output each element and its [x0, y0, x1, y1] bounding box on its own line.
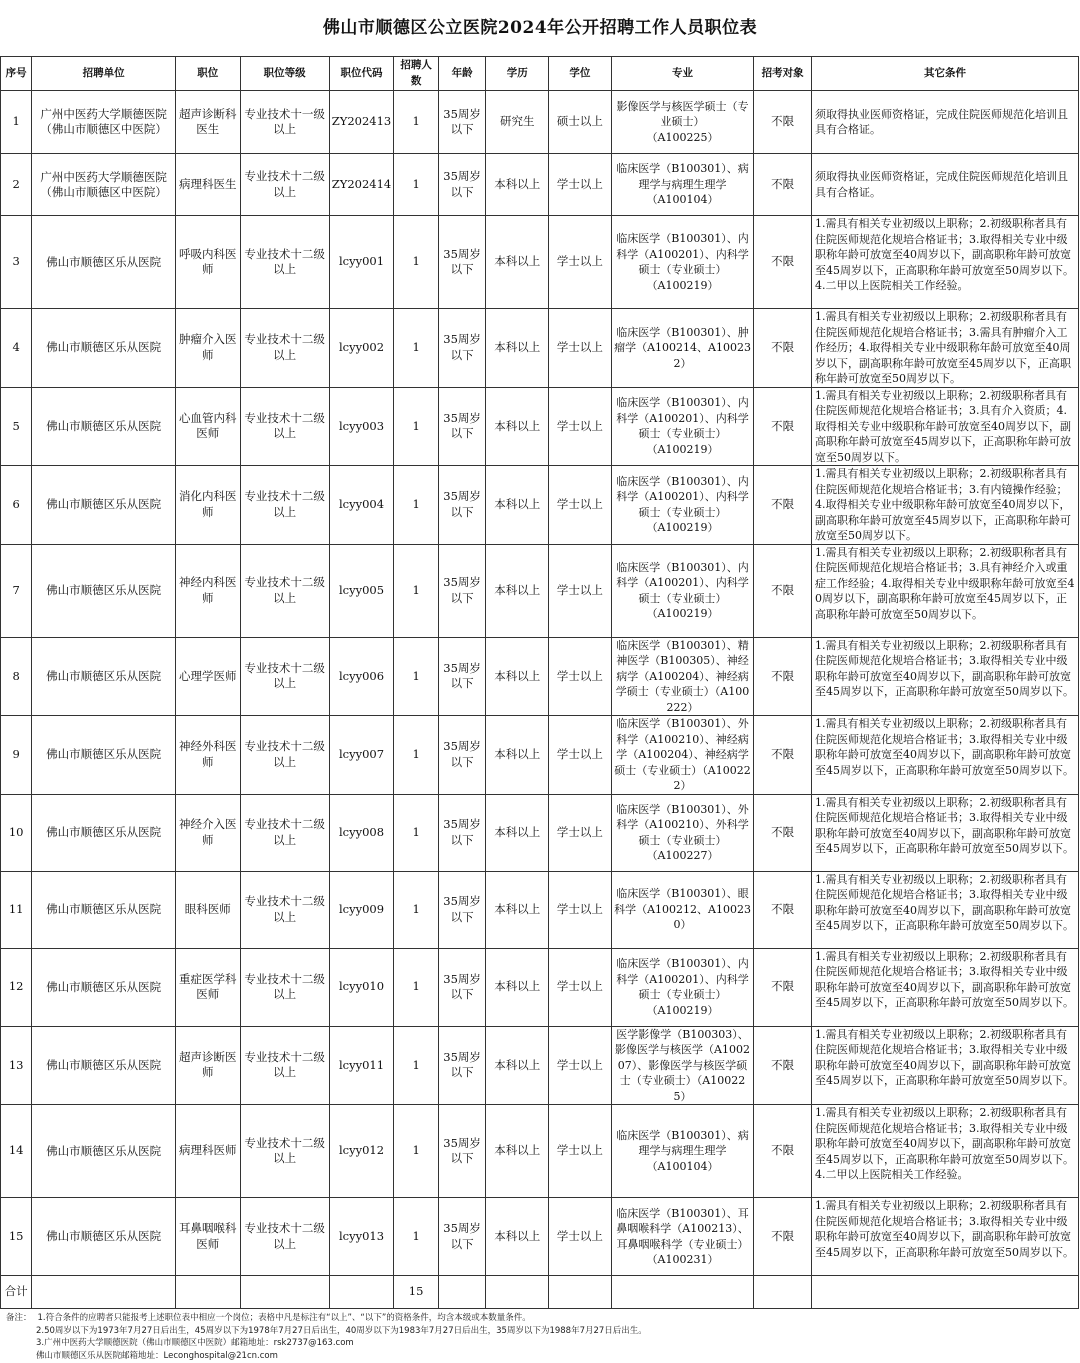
row-number: 2 [1, 154, 32, 216]
applicant-scope: 不限 [754, 216, 812, 309]
empty-cell [240, 1276, 329, 1309]
applicant-scope: 不限 [754, 154, 812, 216]
row-number: 6 [1, 466, 32, 545]
position: 神经外科医师 [175, 716, 240, 795]
row-number: 12 [1, 948, 32, 1026]
position-level: 专业技术十二级以上 [240, 309, 329, 388]
row-number: 15 [1, 1198, 32, 1276]
applicant-scope: 不限 [754, 637, 812, 716]
age-limit: 35周岁以下 [438, 544, 486, 637]
age-limit: 35周岁以下 [438, 1026, 486, 1105]
table-row [1, 387, 1079, 466]
header-cell: 其它条件 [811, 57, 1078, 91]
position: 心血管内科医师 [175, 387, 240, 466]
position: 神经介入医师 [175, 794, 240, 871]
recruiting-unit: 佛山市顺德区乐从医院 [32, 637, 176, 716]
row-number: 10 [1, 794, 32, 871]
major: 临床医学（B100301）、眼科学（A100212、A100230） [611, 871, 754, 948]
position: 眼科医师 [175, 871, 240, 948]
other-conditions: 须取得执业医师资格证，完成住院医师规范化培训且具有合格证。 [811, 154, 1078, 216]
row-number: 7 [1, 544, 32, 637]
age-limit: 35周岁以下 [438, 794, 486, 871]
education: 本科以上 [486, 716, 549, 795]
applicant-scope: 不限 [754, 871, 812, 948]
age-limit: 35周岁以下 [438, 637, 486, 716]
major: 临床医学（B100301）、肿瘤学（A100214、A100232） [611, 309, 754, 388]
table-row [1, 544, 1079, 637]
degree: 学士以上 [549, 871, 612, 948]
degree: 硕士以上 [549, 91, 612, 154]
recruiting-unit: 佛山市顺德区乐从医院 [32, 794, 176, 871]
recruiting-unit: 佛山市顺德区乐从医院 [32, 871, 176, 948]
age-limit: 35周岁以下 [438, 154, 486, 216]
other-conditions: 1.需具有相关专业初级以上职称；2.初级职称者具有住院医师规范化规培合格证书；3.取得相关专业中级职称年龄可放宽至40周岁以下，副高职称年龄可放宽至45周岁以下，正高职称年龄可放宽至50周岁以下。 [811, 1026, 1078, 1105]
applicant-scope: 不限 [754, 1105, 812, 1198]
page-title: 佛山市顺德区公立医院2024年公开招聘工作人员职位表 [322, 18, 758, 38]
recruit-count: 1 [394, 716, 438, 795]
other-conditions: 1.需具有相关专业初级以上职称；2.初级职称者具有住院医师规范化规培合格证书；3.取得相关专业中级职称年龄可放宽至40周岁以下，副高职称年龄可放宽至45周岁以下，正高职称年龄可放宽至50周岁以下。 [811, 794, 1078, 871]
position-code: lcyy002 [329, 309, 394, 388]
table-row [1, 948, 1079, 1026]
education: 本科以上 [486, 309, 549, 388]
position-level: 专业技术十二级以上 [240, 871, 329, 948]
row-number: 5 [1, 387, 32, 466]
table-row [1, 637, 1079, 716]
table-row [1, 216, 1079, 309]
position-code: lcyy006 [329, 637, 394, 716]
education: 本科以上 [486, 1026, 549, 1105]
recruit-count: 1 [394, 871, 438, 948]
position-code: lcyy013 [329, 1198, 394, 1276]
age-limit: 35周岁以下 [438, 1105, 486, 1198]
age-limit: 35周岁以下 [438, 716, 486, 795]
other-conditions: 1.需具有相关专业初级以上职称；2.初级职称者具有住院医师规范化规培合格证书；3.取得相关专业中级职称年龄可放宽至40周岁以下，副高职称年龄可放宽至45周岁以下，正高职称年龄可放宽至50周岁以下。 [811, 716, 1078, 795]
empty-cell [486, 1276, 549, 1309]
table-row [1, 154, 1079, 216]
table-row [1, 871, 1079, 948]
position-code: lcyy009 [329, 871, 394, 948]
header-cell: 职位代码 [329, 57, 394, 91]
position: 肿瘤介入医师 [175, 309, 240, 388]
other-conditions: 1.需具有相关专业初级以上职称；2.初级职称者具有住院医师规范化规培合格证书；3.取得相关专业中级职称年龄可放宽至40周岁以下，副高职称年龄可放宽至45周岁以下，正高职称年龄可放宽至50周岁以下。 [811, 871, 1078, 948]
recruiting-unit: 广州中医药大学顺德医院 （佛山市顺德区中医院） [32, 154, 176, 216]
degree: 学士以上 [549, 216, 612, 309]
total-row [1, 1276, 1079, 1309]
position-level: 专业技术十二级以上 [240, 387, 329, 466]
position-code: lcyy005 [329, 544, 394, 637]
recruiting-unit: 佛山市顺德区乐从医院 [32, 216, 176, 309]
other-conditions: 1.需具有相关专业初级以上职称；2.初级职称者具有住院医师规范化规培合格证书；3.有内镜操作经验；4.取得相关专业中级职称年龄可放宽至40周岁以下，副高职称年龄可放宽至45周岁以下，正高职称年龄可放宽至50周岁以下。 [811, 466, 1078, 545]
recruit-count: 1 [394, 794, 438, 871]
position: 超声诊断科医生 [175, 91, 240, 154]
age-limit: 35周岁以下 [438, 309, 486, 388]
major: 临床医学（B100301）、病理学与病理生理学 （A100104） [611, 1105, 754, 1198]
degree: 学士以上 [549, 1198, 612, 1276]
major: 影像医学与核医学硕士（专业硕士） （A100225） [611, 91, 754, 154]
position-code: ZY202414 [329, 154, 394, 216]
age-limit: 35周岁以下 [438, 466, 486, 545]
education: 本科以上 [486, 1198, 549, 1276]
age-limit: 35周岁以下 [438, 871, 486, 948]
table-row [1, 91, 1079, 154]
table-row [1, 466, 1079, 545]
recruit-count: 1 [394, 466, 438, 545]
education: 本科以上 [486, 466, 549, 545]
position-level: 专业技术十二级以上 [240, 637, 329, 716]
applicant-scope: 不限 [754, 309, 812, 388]
note-line-3: 3.广州中医药大学顺德医院（佛山市顺德区中医院）邮箱地址：rsk2737@163.com [36, 1338, 354, 1348]
applicant-scope: 不限 [754, 1026, 812, 1105]
header-cell: 招考对象 [754, 57, 812, 91]
degree: 学士以上 [549, 1105, 612, 1198]
table-row [1, 794, 1079, 871]
education: 本科以上 [486, 948, 549, 1026]
position: 耳鼻咽喉科医师 [175, 1198, 240, 1276]
applicant-scope: 不限 [754, 1198, 812, 1276]
major: 临床医学（B100301）、耳鼻咽喉科学（A100213）、耳鼻咽喉科学（专业硕士） （A100231） [611, 1198, 754, 1276]
recruiting-unit: 佛山市顺德区乐从医院 [32, 387, 176, 466]
row-number: 9 [1, 716, 32, 795]
position: 超声诊断医师 [175, 1026, 240, 1105]
header-cell: 招聘单位 [32, 57, 176, 91]
recruiting-unit: 佛山市顺德区乐从医院 [32, 948, 176, 1026]
applicant-scope: 不限 [754, 794, 812, 871]
note-text: 1.符合条件的应聘者只能报考上述职位表中相应一个岗位；表格中凡是标注有“以上”、“以下”的资格条件，均含本级或本数量条件。 [37, 1313, 531, 1323]
table-row [1, 1105, 1079, 1198]
position-code: lcyy011 [329, 1026, 394, 1105]
other-conditions: 1.需具有相关专业初级以上职称；2.初级职称者具有住院医师规范化规培合格证书；3.取得相关专业中级职称年龄可放宽至40周岁以下，副高职称年龄可放宽至45周岁以下，正高职称年龄可放宽至50周岁以下。 [811, 1198, 1078, 1276]
major: 临床医学（B100301）、内科学（A100201）、内科学硕士（专业硕士） （A100219） [611, 466, 754, 545]
row-number: 1 [1, 91, 32, 154]
header-cell: 学历 [486, 57, 549, 91]
header-cell: 专业 [611, 57, 754, 91]
major: 临床医学（B100301）、内科学（A100201）、内科学硕士（专业硕士） （A100219） [611, 387, 754, 466]
degree: 学士以上 [549, 948, 612, 1026]
position-level: 专业技术十二级以上 [240, 948, 329, 1026]
degree: 学士以上 [549, 1026, 612, 1105]
table-header-row [1, 57, 1079, 91]
row-number: 3 [1, 216, 32, 309]
position: 病理科医生 [175, 154, 240, 216]
empty-cell [811, 1276, 1078, 1309]
position-level: 专业技术十二级以上 [240, 544, 329, 637]
position: 病理科医师 [175, 1105, 240, 1198]
position-level: 专业技术十二级以上 [240, 1026, 329, 1105]
position-level: 专业技术十二级以上 [240, 216, 329, 309]
total-count: 15 [394, 1276, 438, 1309]
recruit-count: 1 [394, 309, 438, 388]
age-limit: 35周岁以下 [438, 91, 486, 154]
other-conditions: 1.需具有相关专业初级以上职称；2.初级职称者具有住院医师规范化规培合格证书；3.取得相关专业中级职称年龄可放宽至40周岁以下，副高职称年龄可放宽至45周岁以下，正高职称年龄可放宽至50周岁以下。 [811, 948, 1078, 1026]
empty-cell [32, 1276, 176, 1309]
other-conditions: 1.需具有相关专业初级以上职称；2.初级职称者具有住院医师规范化规培合格证书；3.需具有肿瘤介入工作经历；4.取得相关专业中级职称年龄可放宽至40周岁以下，副高职称年龄可放宽至45周岁以下，正高职称年龄可放宽至50周岁以下。 [811, 309, 1078, 388]
position-code: lcyy008 [329, 794, 394, 871]
education: 本科以上 [486, 1105, 549, 1198]
other-conditions: 1.需具有相关专业初级以上职称；2.初级职称者具有住院医师规范化规培合格证书；3.取得相关专业中级职称年龄可放宽至40周岁以下，副高职称年龄可放宽至45周岁以下，正高职称年龄可放宽至50周岁以下。4.二甲以上医院相关工作经验。 [811, 216, 1078, 309]
row-number: 11 [1, 871, 32, 948]
recruiting-unit: 佛山市顺德区乐从医院 [32, 1026, 176, 1105]
recruiting-unit: 佛山市顺德区乐从医院 [32, 716, 176, 795]
degree: 学士以上 [549, 466, 612, 545]
recruiting-unit: 佛山市顺德区乐从医院 [32, 1198, 176, 1276]
age-limit: 35周岁以下 [438, 1198, 486, 1276]
position-code: lcyy001 [329, 216, 394, 309]
total-label: 合计 [1, 1276, 32, 1309]
notes [6, 1312, 1076, 1362]
note-line-4: 佛山市顺德区乐从医院邮箱地址：Leconghospital@21cn.com [36, 1350, 278, 1361]
position-level: 专业技术十二级以上 [240, 716, 329, 795]
recruit-count: 1 [394, 1198, 438, 1276]
degree: 学士以上 [549, 154, 612, 216]
header-cell: 年龄 [438, 57, 486, 91]
recruit-count: 1 [394, 91, 438, 154]
applicant-scope: 不限 [754, 948, 812, 1026]
position-code: lcyy010 [329, 948, 394, 1026]
other-conditions: 须取得执业医师资格证，完成住院医师规范化培训且具有合格证。 [811, 91, 1078, 154]
recruit-count: 1 [394, 387, 438, 466]
position: 神经内科医师 [175, 544, 240, 637]
recruit-count: 1 [394, 154, 438, 216]
education: 本科以上 [486, 794, 549, 871]
major: 临床医学（B100301）、外科学（A100210）、外科学硕士（专业硕士） （A100227） [611, 794, 754, 871]
position-code: lcyy012 [329, 1105, 394, 1198]
recruiting-unit: 佛山市顺德区乐从医院 [32, 466, 176, 545]
degree: 学士以上 [549, 637, 612, 716]
position-level: 专业技术十一级以上 [240, 91, 329, 154]
applicant-scope: 不限 [754, 716, 812, 795]
table-row [1, 1198, 1079, 1276]
age-limit: 35周岁以下 [438, 948, 486, 1026]
other-conditions: 1.需具有相关专业初级以上职称；2.初级职称者具有住院医师规范化规培合格证书；3.取得相关专业中级职称年龄可放宽至40周岁以下，副高职称年龄可放宽至45周岁以下，正高职称年龄可放宽至50周岁以下。 [811, 637, 1078, 716]
notes-label: 备注： [6, 1313, 32, 1323]
empty-cell [549, 1276, 612, 1309]
applicant-scope: 不限 [754, 544, 812, 637]
education: 本科以上 [486, 387, 549, 466]
education: 研究生 [486, 91, 549, 154]
position-level: 专业技术十二级以上 [240, 154, 329, 216]
education: 本科以上 [486, 637, 549, 716]
header-cell: 职位等级 [240, 57, 329, 91]
empty-cell [329, 1276, 394, 1309]
education: 本科以上 [486, 871, 549, 948]
major: 临床医学（B100301）、内科学（A100201）、内科学硕士（专业硕士） （A100219） [611, 948, 754, 1026]
degree: 学士以上 [549, 544, 612, 637]
header-cell: 职位 [175, 57, 240, 91]
recruit-count: 1 [394, 948, 438, 1026]
age-limit: 35周岁以下 [438, 216, 486, 309]
position-level: 专业技术十二级以上 [240, 794, 329, 871]
position-level: 专业技术十二级以上 [240, 466, 329, 545]
major: 临床医学（B100301）、外科学（A100210）、神经病学（A100204）、神经病学硕士（专业硕士）（A100222） [611, 716, 754, 795]
recruiting-unit: 佛山市顺德区乐从医院 [32, 309, 176, 388]
degree: 学士以上 [549, 794, 612, 871]
major: 临床医学（B100301）、内科学（A100201）、内科学硕士（专业硕士） （A100219） [611, 544, 754, 637]
major: 临床医学（B100301）、病理学与病理生理学 （A100104） [611, 154, 754, 216]
header-cell: 招聘人数 [394, 57, 438, 91]
row-number: 4 [1, 309, 32, 388]
empty-cell [175, 1276, 240, 1309]
recruiting-unit: 佛山市顺德区乐从医院 [32, 544, 176, 637]
education: 本科以上 [486, 154, 549, 216]
degree: 学士以上 [549, 716, 612, 795]
other-conditions: 1.需具有相关专业初级以上职称；2.初级职称者具有住院医师规范化规培合格证书；3.具有介入资质；4.取得相关专业中级职称年龄可放宽至40周岁以下，副高职称年龄可放宽至45周岁以下，正高职称年龄可放宽至50周岁以下。 [811, 387, 1078, 466]
row-number: 14 [1, 1105, 32, 1198]
position-code: ZY202413 [329, 91, 394, 154]
degree: 学士以上 [549, 387, 612, 466]
other-conditions: 1.需具有相关专业初级以上职称；2.初级职称者具有住院医师规范化规培合格证书；3.取得相关专业中级职称年龄可放宽至40周岁以下，副高职称年龄可放宽至45周岁以下，正高职称年龄可放宽至50周岁以下。4.二甲以上医院相关工作经验。 [811, 1105, 1078, 1198]
empty-cell [611, 1276, 754, 1309]
position: 心理学医师 [175, 637, 240, 716]
table-row [1, 716, 1079, 795]
table-row [1, 309, 1079, 388]
position-level: 专业技术十二级以上 [240, 1198, 329, 1276]
recruit-count: 1 [394, 1105, 438, 1198]
position-code: lcyy003 [329, 387, 394, 466]
recruiting-unit: 佛山市顺德区乐从医院 [32, 1105, 176, 1198]
position: 重症医学科医师 [175, 948, 240, 1026]
position-code: lcyy004 [329, 466, 394, 545]
applicant-scope: 不限 [754, 387, 812, 466]
recruit-count: 1 [394, 637, 438, 716]
recruit-count: 1 [394, 1026, 438, 1105]
position-level: 专业技术十二级以上 [240, 1105, 329, 1198]
row-number: 8 [1, 637, 32, 716]
education: 本科以上 [486, 544, 549, 637]
note-line-1 [6, 1312, 1076, 1325]
applicant-scope: 不限 [754, 91, 812, 154]
education: 本科以上 [486, 216, 549, 309]
recruit-count: 1 [394, 544, 438, 637]
age-limit: 35周岁以下 [438, 387, 486, 466]
header-cell: 序号 [1, 57, 32, 91]
job-table [0, 56, 1079, 1309]
major: 医学影像学（B100303）、影像医学与核医学（A100207）、影像医学与核医学硕士（专业硕士）（A100225） [611, 1026, 754, 1105]
applicant-scope: 不限 [754, 466, 812, 545]
empty-cell [438, 1276, 486, 1309]
empty-cell [754, 1276, 812, 1309]
row-number: 13 [1, 1026, 32, 1105]
other-conditions: 1.需具有相关专业初级以上职称；2.初级职称者具有住院医师规范化规培合格证书；3.具有神经介入或重症工作经验；4.取得相关专业中级职称年龄可放宽至40周岁以下，副高职称年龄可放宽至45周岁以下，正高职称年龄可放宽至50周岁以下。 [811, 544, 1078, 637]
major: 临床医学（B100301）、精神医学（B100305）、神经病学（A100204）、神经病学硕士（专业硕士）（A100222） [611, 637, 754, 716]
note-line-2: 2.50周岁以下为1973年7月27日后出生，45周岁以下为1978年7月27日后出生，40周岁以下为1983年7月27日后出生，35周岁以下为1988年7月27日后出生。 [36, 1325, 647, 1336]
recruiting-unit: 广州中医药大学顺德医院 （佛山市顺德区中医院） [32, 91, 176, 154]
position-code: lcyy007 [329, 716, 394, 795]
header-cell: 学位 [549, 57, 612, 91]
recruit-count: 1 [394, 216, 438, 309]
table-row [1, 1026, 1079, 1105]
major: 临床医学（B100301）、内科学（A100201）、内科学硕士（专业硕士） （A100219） [611, 216, 754, 309]
degree: 学士以上 [549, 309, 612, 388]
position: 消化内科医师 [175, 466, 240, 545]
position: 呼吸内科医师 [175, 216, 240, 309]
